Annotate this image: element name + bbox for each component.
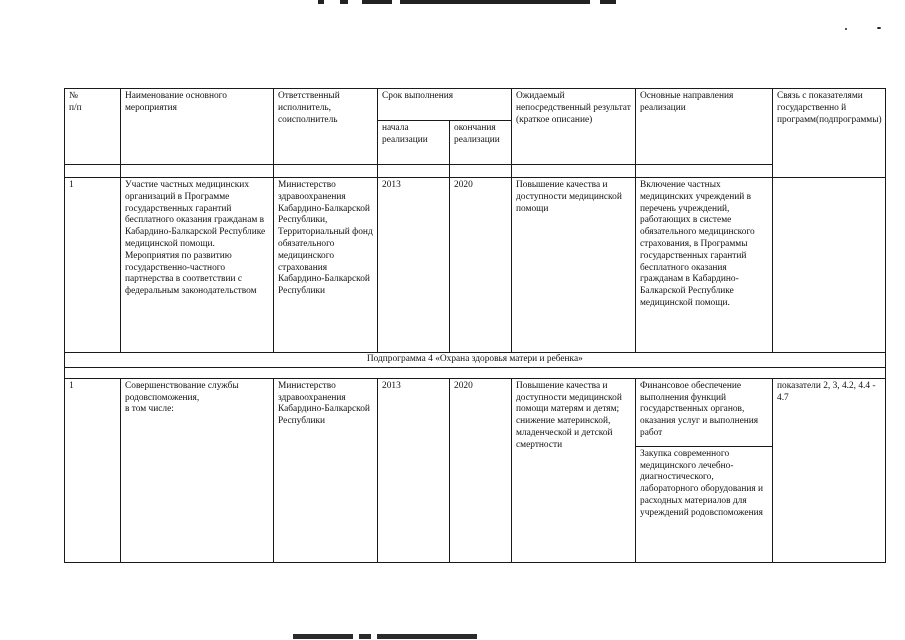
row-name: Участие частных медицинских организаций в Программе государственных гарантий бесплатного оказания гражданам в Кабардино-Балкарской Республике медицинской помощи. Мероприятия по развитию государственно-частного партнерства в соответствии с федеральным законодательством — [121, 178, 274, 353]
row-end: 2020 — [450, 178, 512, 353]
header-spacer — [450, 165, 512, 178]
header-period: Срок выполнения — [378, 89, 512, 121]
header-result: Ожидаемый непосредственный результат (краткое описание) — [512, 89, 636, 165]
header-start: начала реализации — [378, 121, 450, 165]
header-responsible: Ответственный исполнитель, соисполнитель — [274, 89, 378, 165]
header-num: № п/п — [65, 89, 121, 165]
row-start: 2013 — [378, 378, 450, 562]
row-responsible: Министерство здравоохранения Кабардино-Балкарской Республики, Территориальный фонд обязательного медицинского страхования Кабардино-Балкарской Республики — [274, 178, 378, 353]
subprogram-gap-row — [65, 367, 886, 378]
row-link — [773, 178, 886, 353]
scan-speck — [845, 28, 847, 30]
header-spacer — [65, 165, 121, 178]
subprogram-row — [65, 353, 886, 368]
table-row — [65, 378, 886, 446]
row-responsible: Министерство здравоохранения Кабардино-Балкарской Республики — [274, 378, 378, 562]
plan-table — [64, 88, 886, 563]
header-spacer — [378, 165, 450, 178]
row-directions-b: Закупка современного медицинского лечебно-диагностического, лабораторного оборудования и расходных материалов для учреждений родовспоможения — [636, 446, 773, 562]
row-directions: Включение частных медицинских учреждений в перечень учреждений, работающих в системе обязательного медицинского страхования, в Программы государственных гарантий бесплатного оказания гражданам в Кабардино-Балкарской Республике медицинской помощи. — [636, 178, 773, 353]
row-result: Повышение качества и доступности медицинской помощи матерям и детям; снижение материнской, младенческой и детской смертности — [512, 378, 636, 562]
header-spacer — [512, 165, 636, 178]
scan-speck — [877, 27, 881, 29]
scan-artifact-bottom — [293, 634, 493, 640]
subprogram-gap — [65, 367, 886, 378]
row-result: Повышение качества и доступности медицинской помощи — [512, 178, 636, 353]
header-name: Наименование основного мероприятия — [121, 89, 274, 165]
header-spacer — [121, 165, 274, 178]
header-link: Связь с показателями государственно й программ(подпрограммы) — [773, 89, 886, 178]
scan-artifact-top — [318, 0, 638, 5]
header-end: окончания реализации — [450, 121, 512, 165]
table-row — [65, 178, 886, 353]
row-num: 1 — [65, 178, 121, 353]
row-directions-a: Финансовое обеспечение выполнения функций государственных органов, оказания услуг и выполнения работ — [636, 378, 773, 446]
row-end: 2020 — [450, 378, 512, 562]
header-spacer — [636, 165, 773, 178]
row-start: 2013 — [378, 178, 450, 353]
header-spacer — [274, 165, 378, 178]
row-link: показатели 2, 3, 4.2, 4.4 - 4.7 — [773, 378, 886, 562]
row-name: Совершенствование службы родовспоможения, в том числе: — [121, 378, 274, 562]
subprogram-title: Подпрограмма 4 «Охрана здоровья матери и ребенка» — [65, 353, 886, 368]
row-num: 1 — [65, 378, 121, 562]
header-directions: Основные направления реализации — [636, 89, 773, 165]
